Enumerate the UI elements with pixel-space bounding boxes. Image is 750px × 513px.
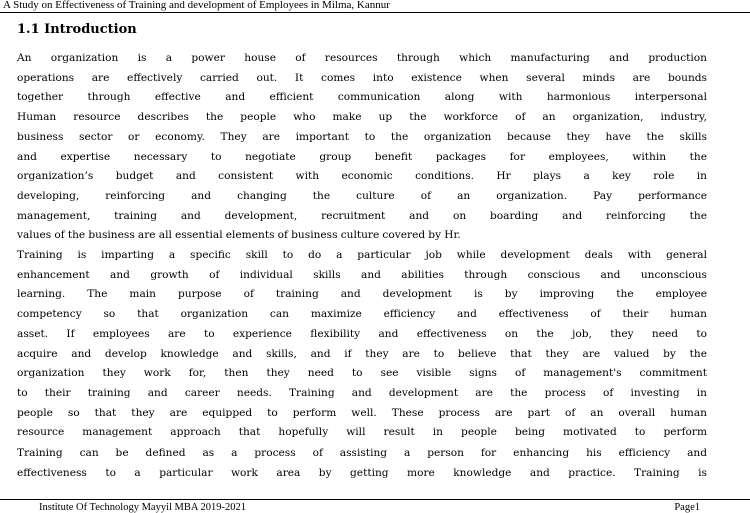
running-header: A Study on Effectiveness of Training and development of Employees in Milma, Kannur bbox=[3, 0, 390, 11]
header-rule bbox=[0, 12, 750, 13]
paragraph-line: effectiveness to a particular work area by getting more knowledge and practice. Training is bbox=[17, 466, 707, 479]
paragraph-line: to their training and career needs. Training and development are the process of investing in bbox=[17, 386, 707, 399]
paragraph-line: values of the business are all essential elements of business culture covered by Hr. bbox=[17, 229, 461, 242]
paragraph-line: enhancement and growth of individual skills and abilities through conscious and unconscious bbox=[17, 268, 707, 281]
paragraph-line: competency so that organization can maximize efficiency and effectiveness of their human bbox=[17, 308, 707, 321]
paragraph-line: organization they work for, then they need to see visible signs of management's commitment bbox=[17, 367, 707, 380]
paragraph-line: people so that they are equipped to perform well. These process are part of an overall human bbox=[17, 406, 707, 419]
paragraph-line: and expertise necessary to negotiate group benefit packages for employees, within the bbox=[17, 150, 707, 163]
footer-page-number: Page1 bbox=[674, 502, 700, 513]
paragraph-line: management, training and development, recruitment and on boarding and reinforcing the bbox=[17, 209, 707, 222]
paragraph-line: together through effective and efficient communication along with harmonious interpersonal bbox=[17, 91, 707, 104]
paragraph-3 bbox=[17, 444, 707, 483]
paragraph-line: asset. If employees are to experience flexibility and effectiveness on the job, they need to bbox=[17, 327, 707, 340]
paragraph-line: acquire and develop knowledge and skills, and if they are to believe that they are valued by the bbox=[17, 347, 707, 360]
paragraph-1 bbox=[17, 49, 707, 246]
section-heading: 1.1 Introduction bbox=[17, 22, 137, 37]
paragraph-line: Training can be defined as a process of assisting a person for enhancing his efficiency and bbox=[17, 447, 707, 459]
paragraph-line: Training is imparting a specific skill to do a particular job while development deals with general bbox=[17, 249, 707, 261]
paragraph-line: organization’s budget and consistent with economic conditions. Hr plays a key role in bbox=[17, 170, 707, 183]
paragraph-line: An organization is a power house of resources through which manufacturing and production bbox=[17, 52, 707, 64]
paragraph-line: business sector or economy. They are important to the organization because they have the skills bbox=[17, 130, 707, 143]
paragraph-line: operations are effectively carried out. It comes into existence when several minds are bounds bbox=[17, 71, 707, 84]
paragraph-line: Human resource describes the people who make up the workforce of an organization, industry, bbox=[17, 111, 707, 124]
paragraph-line: developing, reinforcing and changing the culture of an organization. Pay performance bbox=[17, 189, 707, 202]
paragraph-2 bbox=[17, 246, 707, 443]
paragraph-line: learning. The main purpose of training and development is by improving the employee bbox=[17, 288, 707, 301]
paragraph-line: resource management approach that hopefully will result in people being motivated to perform bbox=[17, 426, 707, 439]
footer-rule bbox=[0, 499, 750, 500]
footer-institute: Institute Of Technology Mayyil MBA 2019-2021 bbox=[39, 502, 247, 513]
